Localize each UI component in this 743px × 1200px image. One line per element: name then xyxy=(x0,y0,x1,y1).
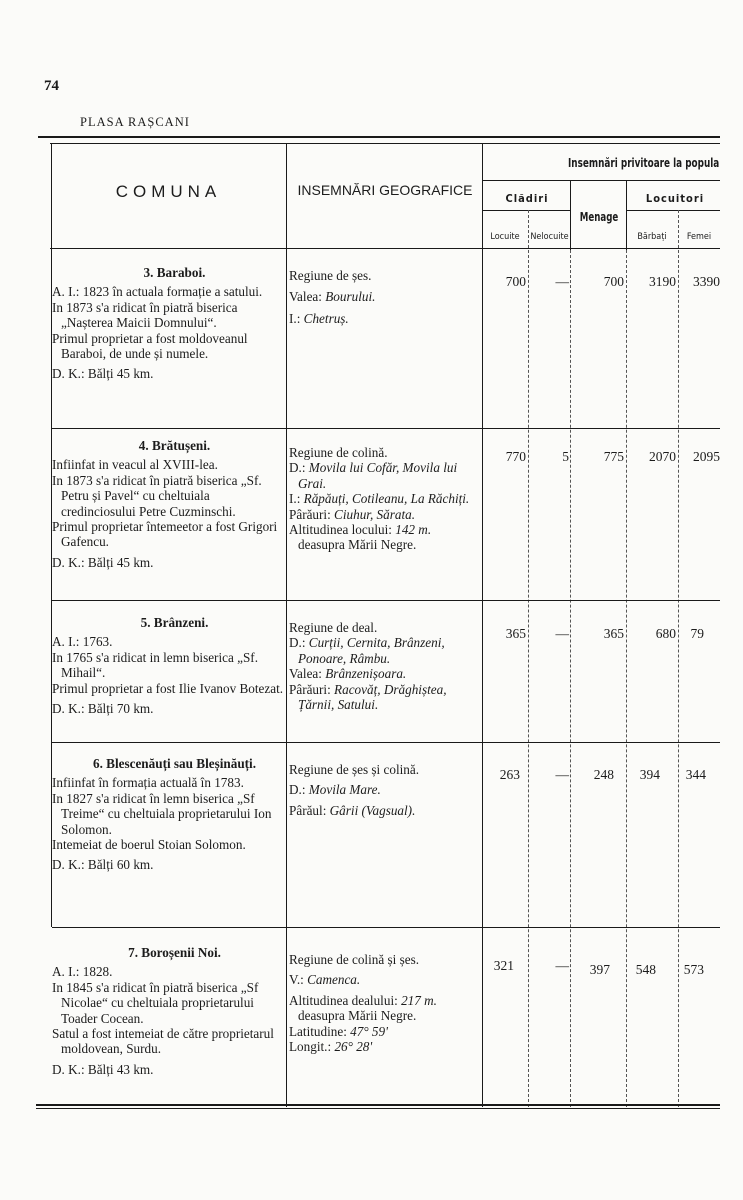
header-insemnari-populatie: Insemnări privitoare la popula xyxy=(568,156,720,170)
entry-line: Primul proprietar întemeetor a fost Grigori Gafencu. xyxy=(52,519,278,550)
entry-line: Primul proprietar a fost moldoveanul Baraboi, de unde și numele. xyxy=(52,330,248,362)
row-divider xyxy=(52,428,720,429)
entry-title: 4. Brătușeni. xyxy=(138,438,211,453)
entry-line: Intemeiat de boerul Stoian Solomon. xyxy=(52,837,246,853)
entry-baraboi xyxy=(52,265,285,382)
stat-nelocuite: — xyxy=(555,958,569,973)
entry-distance: D. K.: Bălți 43 km. xyxy=(52,1061,154,1077)
stat-barbati: 2070 xyxy=(649,449,676,464)
stat-femei: 344 xyxy=(685,767,706,782)
entry-line: A. I.: 1763. xyxy=(52,634,113,650)
entry-title: 3. Baraboi. xyxy=(143,265,206,280)
stat-nelocuite: — xyxy=(555,626,569,641)
header-cladiri: Clădiri xyxy=(505,192,549,205)
geo-line: Regiune de șes. xyxy=(289,268,372,283)
row-divider xyxy=(52,927,720,928)
entry-line: A. I.: 1828. xyxy=(52,964,113,980)
geo-line: Regiune de colină. xyxy=(289,445,388,460)
stat-menage: 700 xyxy=(603,274,624,289)
geo-branzeni xyxy=(289,620,481,712)
geo-line: Pârăuri: Racovăț, Drăghiștea, Țărnii, Satului. xyxy=(289,681,447,713)
hdr-rule-1 xyxy=(482,180,720,181)
entry-line: Primul proprietar a fost Ilie Ivanov Botezat. xyxy=(52,680,284,696)
entry-line: Infiinfat în formația actuală în 1783. xyxy=(52,775,244,791)
bottom-rule-2 xyxy=(36,1108,720,1109)
geo-borosenii-noi xyxy=(289,952,481,1054)
entry-distance: D. K.: Bălți 45 km. xyxy=(52,554,154,570)
stat-nelocuite: — xyxy=(555,274,569,289)
col-sep-menage-r xyxy=(626,250,627,1107)
top-rule xyxy=(38,136,720,138)
entry-title: 5. Brânzeni. xyxy=(140,615,209,630)
geo-line: Latitudine: 47° 59' xyxy=(289,1023,388,1039)
stat-nelocuite: — xyxy=(555,767,569,782)
hdr-rule-cladiri xyxy=(482,210,570,211)
stat-barbati: 3190 xyxy=(649,274,676,289)
header-locuitori: Locuitori xyxy=(645,192,705,205)
entry-line: Satul a fost intemeiat de către proprietarul moldovean, Surdu. xyxy=(52,1026,274,1057)
geo-line: Regiune de colină și șes. xyxy=(289,952,420,967)
row-divider xyxy=(52,742,720,743)
geo-line: D.: Curții, Cernita, Brânzeni, Ponoare, Râmbu. xyxy=(289,635,445,666)
geo-line: V.: Camenca. xyxy=(289,972,361,988)
entry-title: 6. Blescenăuți sau Bleșinăuți. xyxy=(92,756,257,771)
entry-borosenii-noi xyxy=(52,945,285,1077)
geo-line: Valea: Bourului. xyxy=(289,289,376,305)
header-femei: Femei xyxy=(686,232,712,242)
stat-menage: 397 xyxy=(589,962,610,977)
entry-distance: D. K.: Bălți 70 km. xyxy=(52,701,154,717)
running-head: PLASA RAȘCANI xyxy=(80,115,190,129)
geo-line: Regiune de șes și colină. xyxy=(289,762,420,777)
entry-line: In 1827 s'a ridicat în lemn biserica „Sf Treime“ cu cheltuiala proprietarului Ion Solomon. xyxy=(52,790,272,837)
geo-baraboi xyxy=(289,268,481,326)
entry-line: A. I.: 1823 în actuala formație a satului. xyxy=(52,284,263,300)
entry-distance: D. K.: Bălți 45 km. xyxy=(52,366,154,382)
hdr-rule-locuitori xyxy=(626,210,720,211)
entry-line: In 1765 s'a ridicat in lemn biserica „Sf. Mihail“. xyxy=(52,649,258,681)
geo-line: Longit.: 26° 28' xyxy=(289,1039,373,1055)
geo-line: Pârăul: Gârii (Vagsual). xyxy=(289,802,416,818)
stat-femei: 3390 xyxy=(693,274,720,289)
bottom-rule xyxy=(36,1104,720,1106)
geo-line: D.: Movila Mare. xyxy=(289,782,381,798)
geo-line: I.: Chetruș. xyxy=(289,310,349,326)
header-menage: Menage xyxy=(579,210,619,224)
header-locuite: Locuite xyxy=(490,232,520,242)
entry-line: In 1873 s'a ridicat în piatră biserica „Sf. Petru și Pavel“ cu cheltuiala credinciosului Petre Cuzminschi. xyxy=(52,472,262,519)
col-sep-comuna xyxy=(286,143,287,1107)
geo-bratuseni xyxy=(289,445,481,553)
stat-menage: 365 xyxy=(603,626,624,641)
geo-line: Altitudinea locului: 142 m. deasupra Mării Negre. xyxy=(289,522,432,553)
geo-blescenauti xyxy=(289,762,481,818)
col-sep-menage-l xyxy=(570,250,571,1107)
header-comuna: COMUNA xyxy=(115,182,222,201)
header-nelocuite: Nelocuite xyxy=(530,232,569,242)
entry-line: In 1845 s'a ridicat în piatră biserica „Sf Nicolae“ cu cheltuiala proprietarului Toader Cocean. xyxy=(52,979,259,1026)
entry-distance: D. K.: Bălți 60 km. xyxy=(52,857,154,873)
stat-locuite: 263 xyxy=(499,767,520,782)
entry-blescenauti xyxy=(52,756,285,873)
stat-menage: 248 xyxy=(593,767,614,782)
entry-line: Infiinfat in veacul al XVIII-lea. xyxy=(52,457,218,473)
entry-bratuseni xyxy=(52,438,285,570)
stat-barbati: 394 xyxy=(639,767,660,782)
geo-line: Pârăuri: Ciuhur, Sărata. xyxy=(289,506,416,522)
stat-femei: 573 xyxy=(683,962,704,977)
stat-locuite: 770 xyxy=(505,449,526,464)
geo-line: Altitudinea dealului: 217 m. deasupra Mării Negre. xyxy=(289,992,437,1024)
header-bottom-rule xyxy=(50,248,720,249)
stat-femei: 2095 xyxy=(693,449,720,464)
stat-femei: 79 xyxy=(690,626,704,641)
row-divider xyxy=(52,600,720,601)
stat-locuite: 700 xyxy=(505,274,526,289)
stat-locuite: 365 xyxy=(505,626,526,641)
stat-locuite: 321 xyxy=(493,958,514,973)
top-rule-2 xyxy=(50,143,720,144)
stat-barbati: 680 xyxy=(655,626,676,641)
geo-line: Valea: Brânzenișoara. xyxy=(289,666,407,682)
entry-title: 7. Boroșenii Noi. xyxy=(128,945,221,960)
hdr-sep-menage-l xyxy=(570,180,571,250)
stat-barbati: 548 xyxy=(635,962,656,977)
geo-line: D.: Movila lui Cofăr, Movila lui Grai. xyxy=(289,460,458,491)
stat-nelocuite: 5 xyxy=(562,449,569,464)
header-barbati: Bărbați xyxy=(637,232,667,242)
page-number: 74 xyxy=(44,78,59,94)
stat-menage: 775 xyxy=(603,449,624,464)
entry-branzeni xyxy=(52,615,285,716)
geo-line: I.: Răpăuți, Cotileanu, La Răchiți. xyxy=(289,491,470,507)
entry-line: In 1873 s'a ridicat în piatră biserica „Nașterea Maicii Domnului“. xyxy=(52,299,238,331)
header-insemnari-geografice: INSEMNĂRI GEOGRAFICE xyxy=(297,182,473,198)
geo-line: Regiune de deal. xyxy=(289,620,378,635)
